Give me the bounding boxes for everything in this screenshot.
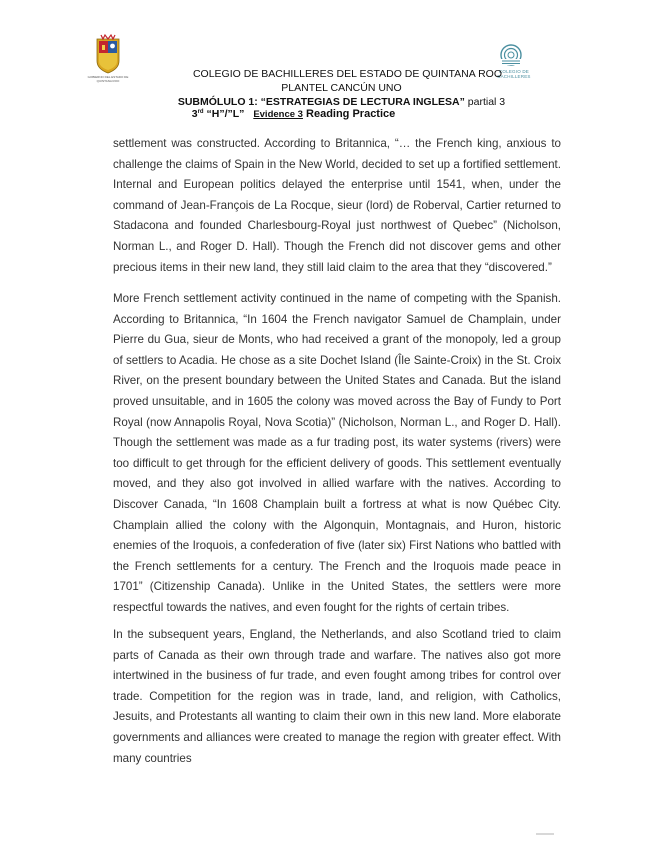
cobach-caption-line2: BACHILLERES xyxy=(497,74,531,79)
paragraph: settlement was constructed. According to Britannica, “… the French king, anxious to challenge the claims of Spain in the New World, decided to set up a fortified settlement. Internal and European politics delayed the enterprise until 1541, when, under the command of Jean-François de La Rocque, sieur (lord) de Roberval, Cartier returned to Stadacona and founded Charlesbourg-Royal just northwest of Quebec” (Nicholson, Norman L., and Roger D. Hall). Though the French did not discover gems and other precious items in their new land, they still laid claim to the area that they “discovered.” xyxy=(113,137,561,274)
school-name: COLEGIO DE BACHILLERES DEL ESTADO DE QUINTANA ROO xyxy=(192,68,503,80)
semester-number: 3 xyxy=(191,108,198,120)
semester-ordinal: rd xyxy=(197,109,204,115)
reading-practice-label: Reading Practice xyxy=(302,108,396,120)
submodule-name: SUBMÓLULO 1: “ESTRATEGIAS DE LECTURA INGLESA” xyxy=(177,96,465,108)
partial-label: partial 3 xyxy=(464,96,506,108)
activity-title xyxy=(0,108,621,120)
page-footer-mark xyxy=(536,833,554,835)
evidence-label: Evidence 3 xyxy=(253,109,303,120)
cobach-logo xyxy=(498,44,524,68)
cobach-caption-line1: COLEGIO DE xyxy=(498,69,529,74)
paragraph: More French settlement activity continued in the name of competing with the Spanish. According to Britannica, “In 1604 the French navigator Samuel de Champlain, under Pierre du Gua, sieur de Monts, who had received a grant of the monopoly, led a group of settlers to Acadia. He chose as a site Dochet Island (Île Sainte-Croix) in the St. Croix River, on the present boundary between the United States and Canada. But the island proved unsuitable, and in 1605 the colony was moved across the Bay of Fundy to Port Royal (now Annapolis Royal, Nova Scotia)” (Nicholson, Norman L., and Roger D. Hall). Though the settlement was made as a fur trading post, its water systems (rivers) were too difficult to get through for the efficient delivery of goods. This settlement eventually moved, and they also got involved in allied warfare with the natives. According to Discover Canada, “In 1608 Champlain built a fortress at what is now Québec City. Champlain allied the colony with the Algonquin, Montagnais, and Huron, historic enemies of the Iroquois, a confederation of five (later six) First Nations who battled with the French settlements for a century. The French and the Iroquois made peace in 1701” (Citizenship Canada). Unlike in the United States, the settlers were more respectful towards the natives, and even fought for the rights of certain tribes. xyxy=(113,292,561,614)
campus-name: PLANTEL CANCÚN UNO xyxy=(281,82,402,94)
group-labels: “H”/”L” xyxy=(203,108,248,120)
submodule-title xyxy=(14,96,655,108)
crest-caption: GOBIERNO DEL ESTADO DE QUINTANA ROO xyxy=(87,75,129,83)
paragraph: In the subsequent years, England, the Netherlands, and also Scotland tried to claim parts of Canada as their own through trade and warfare. The natives also got more intertwined in the business of fur trade, and even fought among tribes for control over trade. Competition for the region was in trade, land, and religion, with Catholics, Jesuits, and Protestants all wanting to claim their own in this new land. More elaborate governments and alliances were created to manage the region with greater effect. With many countries xyxy=(113,628,561,765)
